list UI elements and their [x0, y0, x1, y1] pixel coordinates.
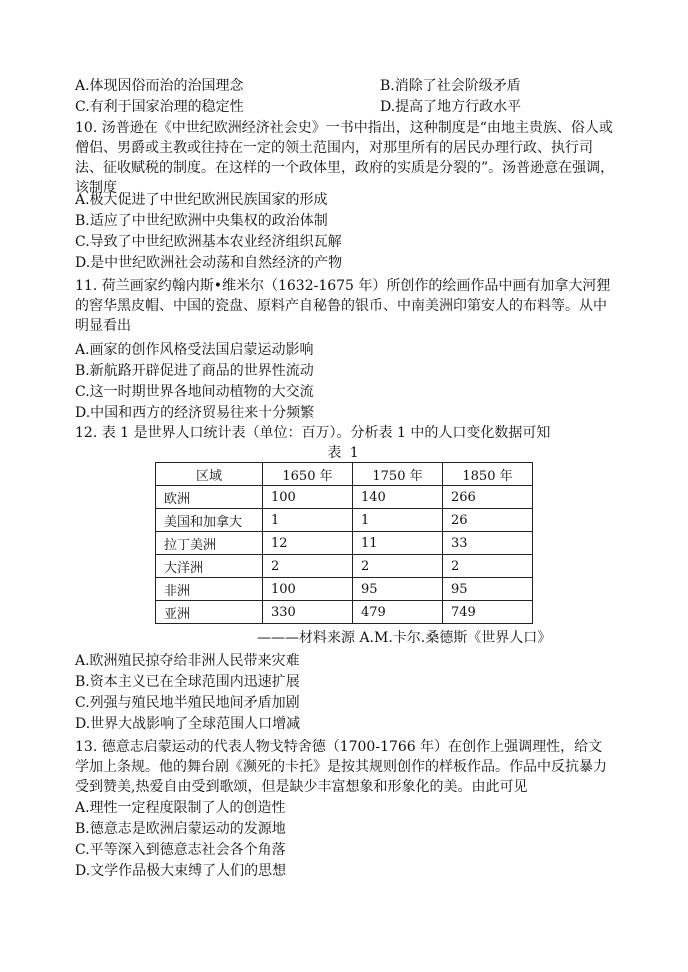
q10-option-b: B.适应了中世纪欧洲中央集权的政治体制 [75, 213, 328, 229]
table-cell: 26 [443, 509, 533, 532]
table-cell: 330 [263, 601, 353, 624]
table-cell: 33 [443, 532, 533, 555]
table-row [156, 532, 533, 555]
q10-stem: 10. 汤普逊在《中世纪欧洲经济社会史》一书中指出，这种制度是“由地主贵族、俗人或僧侣、男爵或主教或往持在一定的领土范围内，对那里所有的居民办理行政、执行司法、征收赋税的制度。在这样的一个政体里，政府的实质是分裂的”。汤普逊意在强调，该制度 [75, 120, 615, 196]
q11-option-d: D.中国和西方的经济贸易往来十分频繁 [75, 405, 315, 421]
table-cell: 2 [263, 555, 353, 578]
q9-option-d: D.提高了地方行政水平 [380, 99, 522, 115]
table-cell: 100 [263, 486, 353, 509]
q11-stem: 11. 荷兰画家约翰内斯•维米尔（1632-1675 年）所创作的绘画作品中画有加拿大河狸的窖华黑皮帽、中国的瓷盘、原料产自秘鲁的银币、中南美洲印第安人的布料等。从中明显看出 [75, 278, 611, 334]
table-cell: 12 [263, 532, 353, 555]
table-cell: 1 [353, 509, 443, 532]
table-header: 1750 年 [353, 463, 443, 486]
table-header-row [156, 463, 533, 486]
table-row [156, 601, 533, 624]
table-cell: 266 [443, 486, 533, 509]
table-cell: 11 [353, 532, 443, 555]
q12-option-d: D.世界大战影响了全球范围人口增减 [75, 716, 301, 732]
table-row [156, 509, 533, 532]
table-row [156, 486, 533, 509]
table-cell: 95 [443, 578, 533, 601]
table-cell: 美国和加拿大 [156, 509, 263, 532]
q10-option-c: C.导致了中世纪欧洲基本农业经济组织瓦解 [75, 234, 342, 250]
q9-option-b: B.消除了社会阶级矛盾 [380, 78, 521, 94]
q12-option-c: C.列强与殖民地半殖民地间矛盾加剧 [75, 695, 300, 711]
table-cell: 拉丁美洲 [156, 532, 263, 555]
table-cell: 亚洲 [156, 601, 263, 624]
table-cell: 749 [443, 601, 533, 624]
table-cell: 100 [263, 578, 353, 601]
table-header: 1850 年 [443, 463, 533, 486]
q13-option-b: B.德意志是欧洲启蒙运动的发源地 [75, 821, 286, 837]
q10-option-d: D.是中世纪欧洲社会动荡和自然经济的产物 [75, 255, 343, 271]
table-cell: 140 [353, 486, 443, 509]
q13-option-c: C.平等深入到德意志社会各个角落 [75, 842, 286, 858]
q10-option-a: A.极大促进了中世纪欧洲民族国家的形成 [75, 192, 328, 208]
q12-option-b: B.资本主义已在全球范围内迅速扩展 [75, 674, 300, 690]
q12-option-a: A.欧洲殖民掠夺给非洲人民带来灾难 [75, 653, 300, 669]
table-row [156, 555, 533, 578]
table-cell: 2 [353, 555, 443, 578]
table-cell: 1 [263, 509, 353, 532]
q9-option-a: A.体现因俗而治的治国理念 [75, 78, 244, 94]
q13-stem: 13. 德意志启蒙运动的代表人物戈特舍德（1700-1766 年）在创作上强调理性，给文学加上条规。他的舞台剧《濒死的卡托》是按其规则创作的样板作品。作品中反抗暴力受到赞美,热爱自由受到歌颂，但是缺少丰富想象和形象化的美。由此可见 [75, 739, 607, 795]
table-cell: 2 [443, 555, 533, 578]
table-source: ———材料来源 A.M.卡尔.桑德斯《世界人口》 [257, 630, 552, 646]
table-caption: 表 1 [327, 445, 361, 461]
table-cell: 479 [353, 601, 443, 624]
q12-stem: 12. 表 1 是世界人口统计表（单位：百万）。分析表 1 中的人口变化数据可知 [75, 425, 551, 441]
table-header: 1650 年 [263, 463, 353, 486]
table-cell: 非洲 [156, 578, 263, 601]
q13-option-a: A.理性一定程度限制了人的创造性 [75, 800, 286, 816]
table-cell: 95 [353, 578, 443, 601]
table-cell: 大洋洲 [156, 555, 263, 578]
table-header: 区域 [156, 463, 263, 486]
q13-option-d: D.文学作品极大束缚了人们的思想 [75, 863, 287, 879]
table-cell: 欧洲 [156, 486, 263, 509]
q9-option-c: C.有利于国家治理的稳定性 [75, 99, 244, 115]
q11-option-c: C.这一时期世界各地间动植物的大交流 [75, 384, 314, 400]
population-table [155, 462, 533, 624]
q11-option-a: A.画家的创作风格受法国启蒙运动影响 [75, 342, 314, 358]
q11-option-b: B.新航路开辟促进了商品的世界性流动 [75, 363, 314, 379]
table-row [156, 578, 533, 601]
